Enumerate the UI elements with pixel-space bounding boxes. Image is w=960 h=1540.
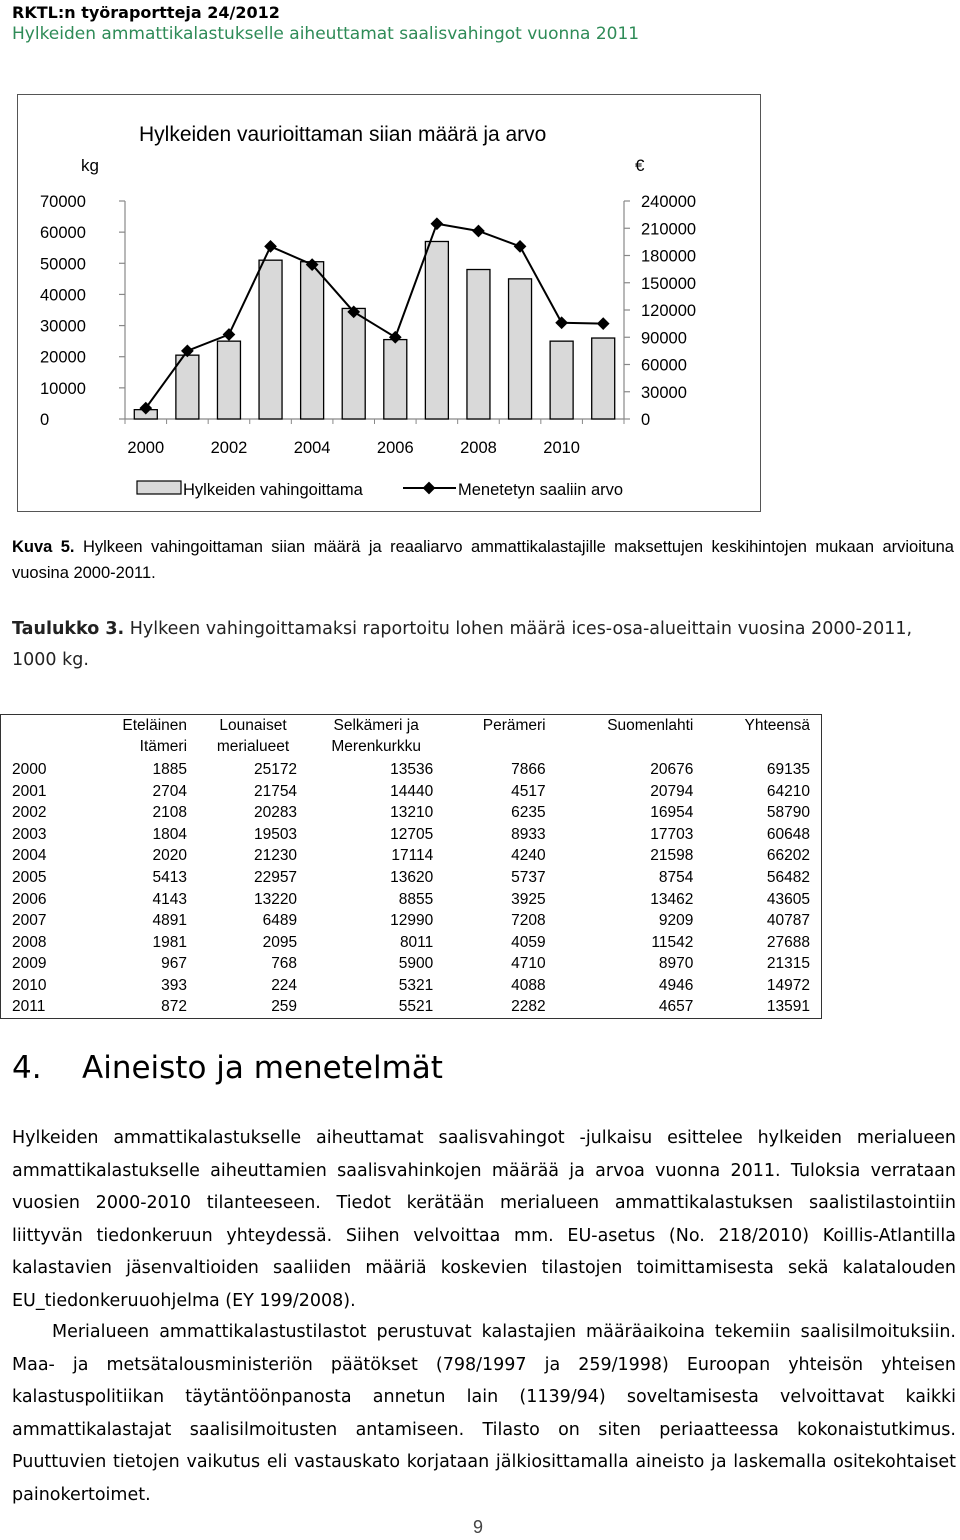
table-cell: 8754 <box>658 868 694 886</box>
section-title: Aineisto ja menetelmät <box>82 1050 443 1086</box>
table-caption-label: Taulukko 3. <box>12 619 125 639</box>
value-line <box>146 224 603 408</box>
report-title: Hylkeiden ammattikalastukselle aiheuttamat saalisvahingot vuonna 2011 <box>12 24 640 44</box>
table-cell: 21598 <box>650 847 694 865</box>
point-2010 <box>555 316 568 329</box>
row-year: 2000 <box>12 761 47 779</box>
table-row <box>1 759 822 781</box>
table-cell: 16954 <box>650 804 694 822</box>
table-cell: 4657 <box>658 998 694 1016</box>
table-cell: 9209 <box>658 912 694 930</box>
bar-2001 <box>176 355 199 419</box>
table-row <box>1 953 822 975</box>
bar-2006 <box>384 340 407 419</box>
table-cell: 13591 <box>766 998 810 1016</box>
x-tick-label: 2002 <box>210 439 248 457</box>
table-cell: 5413 <box>152 868 188 886</box>
table-cell: 872 <box>161 998 188 1016</box>
point-2002 <box>223 328 236 341</box>
data-table <box>0 714 822 1019</box>
table-cell: 5521 <box>398 998 434 1016</box>
table-cell: 22957 <box>253 868 298 886</box>
y-right-tick-label: 60000 <box>641 356 687 375</box>
row-year: 2008 <box>12 933 47 951</box>
table-cell: 4143 <box>152 890 188 908</box>
y-right-tick-label: 150000 <box>641 274 697 293</box>
table-row <box>1 845 822 867</box>
row-year: 2011 <box>12 998 46 1016</box>
table-cell: 4240 <box>511 847 546 865</box>
table-row <box>1 824 822 846</box>
table-cell: 17703 <box>650 825 694 843</box>
bar-2009 <box>509 279 532 419</box>
paragraph-1: Hylkeiden ammattikalastukselle aiheuttamat saalisvahingot -julkaisu esittelee hylkeiden merialueen ammattikalastukselle aiheuttamien saalisvahinkojen määrää ja arvoa vuonna 2011. Tuloksia verrataan vuosien 2000-2010 tilanteeseen. Tiedot kerätään merialueen ammattikalastuksen saalistilastointiin liittyvän tiedonkeruun yhteydessä. Siihen velvoittaa mm. EU-asetus (No. 218/2010) Koillis-Atlantilla kalastavien jäsenvaltioiden saaliiden määriä koskevien tilastojen toimittamisesta sekä kalatalouden EU_tiedonkeruuohjelma (EY 199/2008). <box>12 1128 956 1311</box>
table-cell: 27688 <box>766 933 810 951</box>
table-cell: 19503 <box>253 825 298 843</box>
table-cell: 25172 <box>253 761 298 779</box>
table-cell: 12990 <box>390 912 434 930</box>
table-cell: 8933 <box>511 825 546 843</box>
table-row <box>1 888 822 910</box>
table-cell: 17114 <box>391 847 434 865</box>
report-series: RKTL:n työraportteja 24/2012 <box>12 3 280 22</box>
bar-2011 <box>592 338 615 419</box>
table-cell: 13210 <box>390 804 434 822</box>
table-cell: 20676 <box>650 761 694 779</box>
section-heading <box>12 1050 443 1086</box>
table-cell: 6489 <box>262 912 298 930</box>
header-col-4: Perämeri <box>482 717 546 734</box>
row-year: 2001 <box>12 782 47 800</box>
y-left-tick-label: 0 <box>40 411 50 429</box>
table-cell: 393 <box>161 976 188 994</box>
point-2007 <box>431 217 444 230</box>
page-number: 9 <box>473 1517 484 1537</box>
table-cell: 2282 <box>511 998 546 1016</box>
table-cell: 5321 <box>398 976 434 994</box>
table-cell: 2704 <box>152 782 188 800</box>
x-tick-label: 2008 <box>460 439 497 457</box>
table-cell: 66202 <box>766 847 810 865</box>
table-row <box>1 932 822 954</box>
table-cell: 60648 <box>766 825 810 843</box>
table-cell: 64210 <box>766 782 810 800</box>
table-cell: 20283 <box>253 804 298 822</box>
table-cell: 7866 <box>511 761 546 779</box>
table-cell: 1885 <box>152 761 188 779</box>
y-left-tick-label: 40000 <box>40 286 86 305</box>
table-cell: 13536 <box>390 761 434 779</box>
header-col-5: Suomenlahti <box>607 717 694 734</box>
bar-2007 <box>425 241 448 419</box>
table-row <box>1 867 822 889</box>
table-header-row <box>1 715 822 760</box>
point-2011 <box>597 317 610 330</box>
row-year: 2009 <box>12 955 47 973</box>
y-right-tick-label: 120000 <box>641 302 697 320</box>
table-cell: 58790 <box>766 804 810 822</box>
legend-line-label: Menetetyn saaliin arvo <box>458 481 624 499</box>
x-tick-label: 2006 <box>376 439 414 457</box>
y-left-tick-label: 50000 <box>40 255 86 274</box>
row-year: 2007 <box>12 912 47 930</box>
y-right-unit: € <box>635 156 645 175</box>
figure-caption <box>12 534 954 586</box>
table-cell: 4517 <box>511 782 546 800</box>
x-tick-label: 2010 <box>543 439 580 457</box>
table-row <box>1 910 822 932</box>
y-right-tick-label: 180000 <box>641 247 697 266</box>
table-cell: 13220 <box>253 890 298 908</box>
y-right-tick-label: 240000 <box>641 193 697 211</box>
table-cell: 2108 <box>152 804 188 822</box>
legend-line-marker <box>423 482 436 495</box>
table-cell: 56482 <box>766 868 810 886</box>
table-cell: 4088 <box>511 976 546 994</box>
y-left-tick-label: 60000 <box>40 224 86 243</box>
point-2003 <box>264 240 277 253</box>
point-2009 <box>514 240 527 253</box>
chart-legend <box>137 481 623 499</box>
table-cell: 12705 <box>390 825 434 843</box>
bar-2008 <box>467 270 490 419</box>
y-right-tick-label: 30000 <box>641 383 687 402</box>
table-cell: 14972 <box>766 976 810 994</box>
table-cell: 1981 <box>152 933 188 951</box>
table-cell: 1804 <box>152 825 188 843</box>
header-col-3: Selkämeri ja Merenkurkku <box>331 717 421 755</box>
table-row <box>1 781 822 803</box>
header-col-6: Yhteensä <box>744 717 810 734</box>
table-cell: 768 <box>271 955 298 973</box>
y-left-tick-label: 20000 <box>40 348 86 367</box>
bar-2003 <box>259 260 282 419</box>
table-cell: 8011 <box>399 933 434 951</box>
table-row <box>1 996 822 1018</box>
header-year <box>1 715 84 760</box>
legend-bar-swatch <box>137 481 181 494</box>
table-cell: 2095 <box>262 933 298 951</box>
table-row <box>1 975 822 997</box>
y-left-tick-label: 10000 <box>40 379 86 398</box>
table-cell: 21315 <box>766 955 810 973</box>
section-number: 4. <box>12 1050 42 1086</box>
bar-2010 <box>550 341 573 419</box>
table-cell: 69135 <box>766 761 810 779</box>
row-year: 2002 <box>12 804 47 822</box>
table-cell: 4059 <box>511 933 546 951</box>
table-caption-text: Hylkeen vahingoittamaksi raportoitu lohen määrä ices-osa-alueittain vuosina 2000-2011, 1000 kg. <box>12 619 913 670</box>
table-cell: 4710 <box>511 955 546 973</box>
table-cell: 43605 <box>766 890 810 908</box>
paragraph-2: Merialueen ammattikalastustilastot perustuvat kalastajien määräaikoina tekemiin saalisilmoituksiin. Maa- ja metsätalousministeriön päätökset (798/1997 ja 259/1998) Euroopan yhteisön yhteisen kalastuspolitiikan täytäntöönpanosta annetun lain (1139/94) soveltamisesta velvoittavat kaikki ammattikalastajat saalisilmoitusten antamiseen. Tilasto on siten periaatteessa kokonaistutkimus. Puuttuvien tietojen vaikutus eli vastauskato korjataan jälkiosittamalla aineisto ja laskemalla ositekohtaiset painokertoimet. <box>12 1322 956 1505</box>
table-cell: 5900 <box>398 955 434 973</box>
table-cell: 7208 <box>511 912 546 930</box>
table-cell: 11542 <box>651 933 694 951</box>
y-left-tick-label: 30000 <box>40 317 86 336</box>
y-right-tick-label: 210000 <box>641 220 697 239</box>
table-cell: 8855 <box>398 890 434 908</box>
table-cell: 21230 <box>253 847 298 865</box>
row-year: 2006 <box>12 890 47 908</box>
x-tick-label: 2004 <box>293 439 331 457</box>
table-row <box>1 802 822 824</box>
point-2008 <box>472 225 485 238</box>
legend-bar-label: Hylkeiden vahingoittama <box>183 481 363 499</box>
table-cell: 6235 <box>511 804 546 822</box>
table-cell: 259 <box>271 998 298 1016</box>
row-year: 2004 <box>12 847 47 865</box>
bar-2005 <box>342 308 365 419</box>
chart-frame <box>17 94 761 512</box>
bar-2004 <box>301 262 324 419</box>
table-cell: 4946 <box>658 976 694 994</box>
table-cell: 967 <box>161 955 188 973</box>
x-tick-label: 2000 <box>127 439 165 457</box>
table-cell: 224 <box>271 976 298 994</box>
table-cell: 2020 <box>152 847 188 865</box>
table-cell: 3925 <box>511 890 546 908</box>
header-col-2: Lounaiset merialueet <box>216 717 290 755</box>
table-caption <box>12 614 954 676</box>
table-cell: 5737 <box>511 868 546 886</box>
row-year: 2010 <box>12 976 47 994</box>
table-cell: 8970 <box>658 955 694 973</box>
figure-caption-label: Kuva 5. <box>12 538 75 556</box>
table-cell: 13620 <box>390 868 434 886</box>
y-right-tick-label: 90000 <box>641 329 687 348</box>
bar-2002 <box>217 341 240 419</box>
table-cell: 4891 <box>152 912 188 930</box>
row-year: 2003 <box>12 825 47 843</box>
y-left-unit: kg <box>81 156 99 175</box>
row-year: 2005 <box>12 868 47 886</box>
y-left-tick-label: 70000 <box>40 193 86 211</box>
header-col-1: Eteläinen Itämeri <box>122 717 188 755</box>
table-cell: 40787 <box>766 912 810 930</box>
chart <box>18 95 762 513</box>
chart-title: Hylkeiden vaurioittaman siian määrä ja arvo <box>139 123 547 146</box>
table-cell: 20794 <box>650 782 694 800</box>
table-cell: 21754 <box>253 782 298 800</box>
table-cell: 14440 <box>390 782 434 800</box>
table-cell: 13462 <box>650 890 694 908</box>
figure-caption-text: Hylkeen vahingoittaman siian määrä ja reaaliarvo ammattikalastajille maksettujen keskihintojen mukaan arvioituna vuosina 2000-2011. <box>12 538 954 582</box>
y-right-tick-label: 0 <box>641 411 651 429</box>
